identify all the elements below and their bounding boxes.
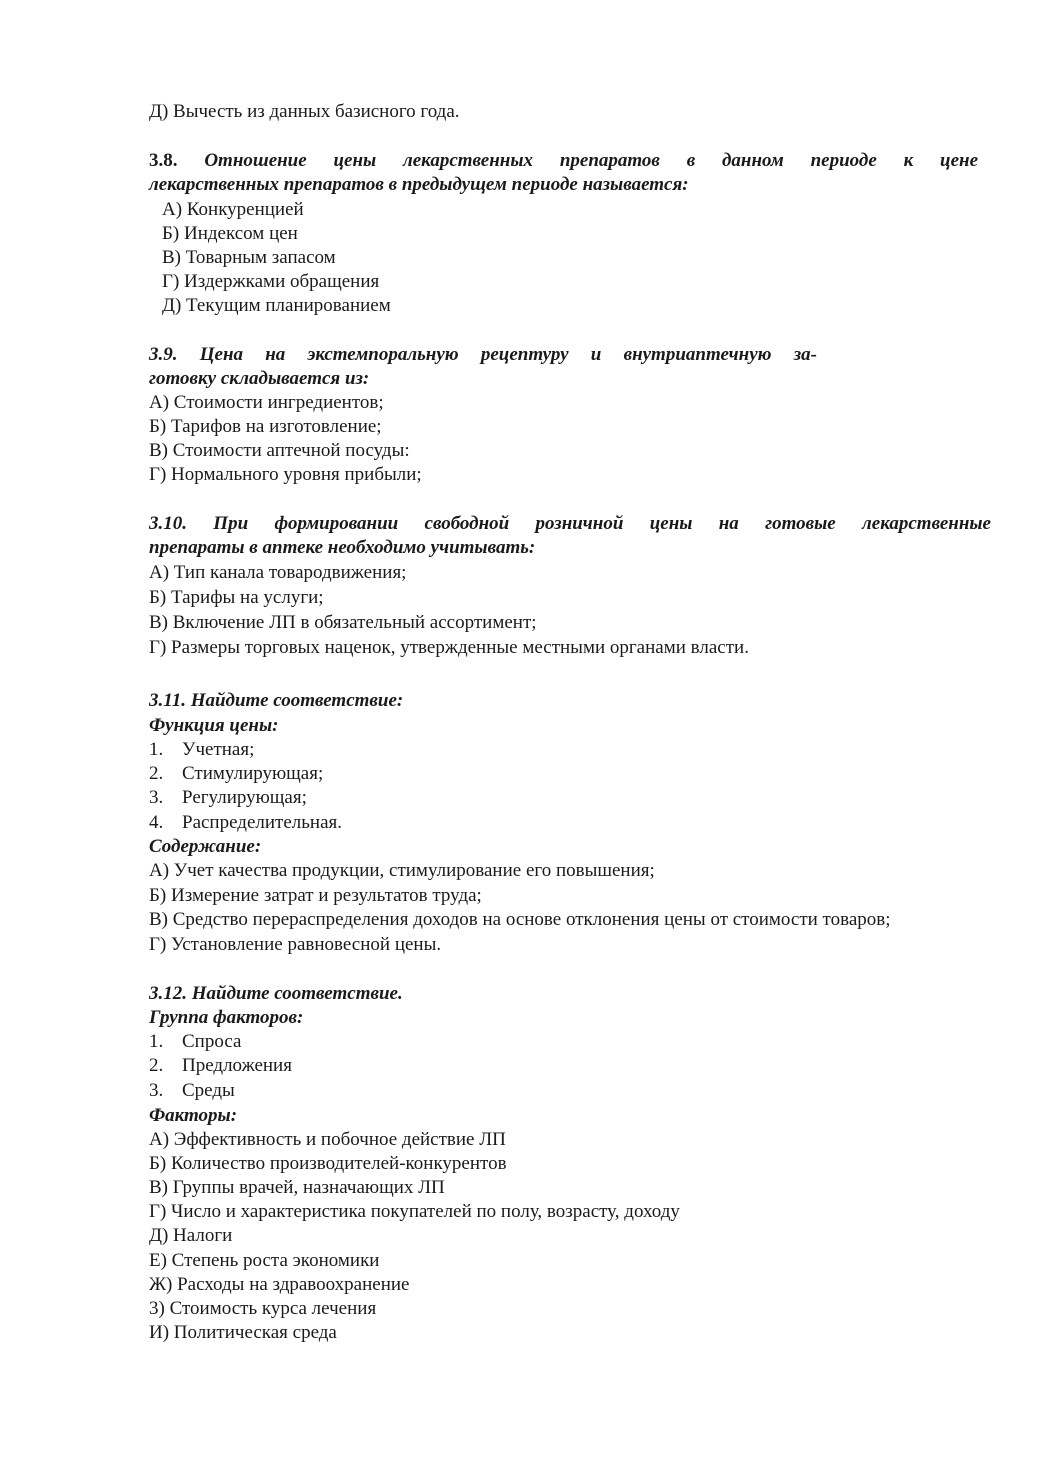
answer-option: Б) Тарифов на изготовление;	[149, 416, 382, 437]
list-item	[149, 1054, 292, 1078]
question-3-8-text	[149, 149, 978, 173]
answer-option: А) Стоимости ингредиентов;	[149, 392, 384, 413]
subheading: Группа факторов:	[149, 1007, 304, 1028]
answer-option: Б) Тарифы на услуги;	[149, 587, 324, 608]
answer-option: В) Включение ЛП в обязательный ассортимент;	[149, 612, 537, 633]
question-3-12-title: 3.12. Найдите соответствие.	[149, 983, 403, 1004]
answer-option: В) Группы врачей, назначающих ЛП	[149, 1177, 445, 1198]
list-number: 4.	[149, 812, 164, 833]
list-number: 3.	[149, 787, 164, 808]
question-number: 3.8.	[149, 150, 178, 171]
answer-option: Б) Индексом цен	[162, 223, 298, 244]
list-text: Учетная;	[182, 739, 255, 760]
answer-option: Д) Налоги	[149, 1225, 233, 1246]
list-text: Регулирующая;	[182, 787, 307, 808]
answer-option: А) Конкуренцией	[162, 199, 304, 220]
list-item	[149, 811, 342, 835]
answer-option: А) Тип канала товародвижения;	[149, 562, 407, 583]
answer-option: Д) Вычесть из данных базисного года.	[149, 101, 460, 122]
answer-option: Д) Текущим планированием	[162, 295, 391, 316]
answer-option: Г) Нормального уровня прибыли;	[149, 464, 422, 485]
answer-option: И) Политическая среда	[149, 1322, 337, 1343]
answer-option: 3) Стоимость курса лечения	[149, 1298, 377, 1319]
list-number: 3.	[149, 1080, 164, 1101]
list-text: Предложения	[182, 1055, 292, 1076]
subheading: Содержание:	[149, 836, 262, 857]
answer-option: Г) Размеры торговых наценок, утвержденные местными органами власти.	[149, 637, 749, 658]
list-item	[149, 1079, 235, 1103]
answer-option: В) Товарным запасом	[162, 247, 336, 268]
question-3-8-text-cont: лекарственных препаратов в предыдущем периоде называется:	[149, 174, 689, 195]
list-number: 1.	[149, 1031, 164, 1052]
question-text: Отношение цены лекарственных препаратов в данном периоде к цене	[204, 150, 978, 171]
list-item	[149, 762, 323, 786]
subheading: Функция цены:	[149, 715, 279, 736]
list-item	[149, 738, 254, 762]
answer-option: Г) Издержками обращения	[162, 271, 380, 292]
answer-option: А) Учет качества продукции, стимулирование его повышения;	[149, 860, 655, 881]
list-text: Стимулирующая;	[182, 763, 324, 784]
question-3-11-title: 3.11. Найдите соответствие:	[149, 690, 404, 711]
list-number: 2.	[149, 1055, 164, 1076]
list-number: 1.	[149, 739, 164, 760]
answer-option: Ж) Расходы на здравоохранение	[149, 1274, 410, 1295]
list-number: 2.	[149, 763, 164, 784]
answer-option: А) Эффективность и побочное действие ЛП	[149, 1129, 506, 1150]
list-text: Среды	[182, 1080, 235, 1101]
list-text: Распределительная.	[182, 812, 343, 833]
question-3-9-text: 3.9. Цена на экстемпоральную рецептуру и внутриаптечную за-	[149, 344, 817, 365]
answer-option: В) Стоимости аптечной посуды:	[149, 440, 410, 461]
answer-option: Г) Установление равновесной цены.	[149, 934, 442, 955]
answer-option: Б) Количество производителей-конкурентов	[149, 1153, 507, 1174]
answer-option: Г) Число и характеристика покупателей по полу, возрасту, доходу	[149, 1201, 680, 1222]
list-item	[149, 786, 307, 810]
list-item	[149, 1030, 241, 1054]
question-3-10-text-cont: препараты в аптеке необходимо учитывать:	[149, 537, 536, 558]
answer-option: В) Средство перераспределения доходов на основе отклонения цены от стоимости товаров;	[149, 909, 891, 930]
question-3-9-text-cont: готовку складывается из:	[149, 368, 370, 389]
question-3-10-text: 3.10. При формировании свободной розничной цены на готовые лекарственные	[149, 513, 991, 534]
answer-option: Е) Степень роста экономики	[149, 1250, 380, 1271]
answer-option: Б) Измерение затрат и результатов труда;	[149, 885, 482, 906]
list-text: Спроса	[182, 1031, 242, 1052]
subheading: Факторы:	[149, 1105, 238, 1126]
